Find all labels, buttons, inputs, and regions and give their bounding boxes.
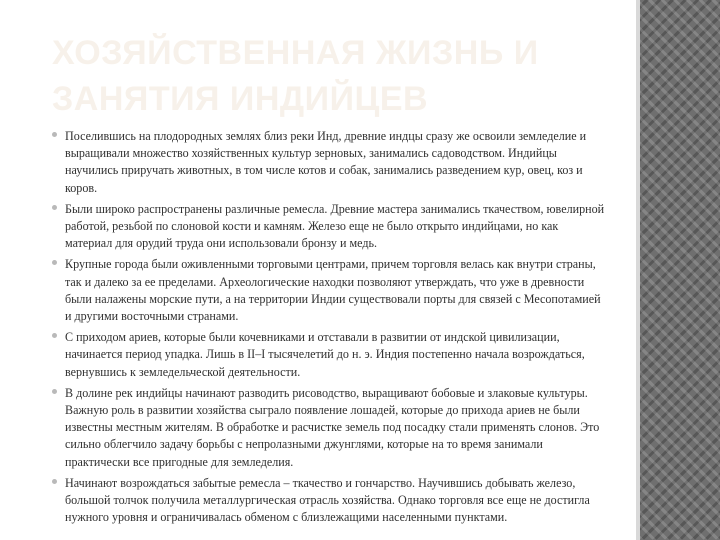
bullet-item-6 — [55, 475, 605, 527]
bullet-dot-icon — [52, 389, 57, 394]
bullet-dot-icon — [52, 479, 57, 484]
bullet-dot-icon — [52, 333, 57, 338]
bullet-item-1 — [55, 128, 605, 197]
bullet-item-4 — [55, 329, 605, 381]
bullet-dot-icon — [52, 260, 57, 265]
bullet-text: С приходом ариев, которые были кочевниками и отставали в развитии от индской цивилизации, начинается период упадка. Лишь в II–I тысячелетий до н. э. Индия постепенно начала возрождаться, вернувшись к земледельческой деятельности. — [65, 330, 585, 379]
bullet-dot-icon — [52, 132, 57, 137]
bullet-text: В долине рек индийцы начинают разводить рисоводство, выращивают бобовые и злаковые культуры. Важную роль в развитии хозяйства сыграло появление лошадей, которые до прихода ариев не были известны местным жителям. В обработке и расчистке земель под посадку стали применять слонов. Это сильно облегчило задачу борьбы с непролазными джунглями, которые на то время занимали практически все пригодные для земледелия. — [65, 385, 600, 469]
bullet-text: Были широко распространены различные ремесла. Древние мастера занимались ткачеством, ювелирной работой, резьбой по слоновой кости и камням. Железо еще не было открыто индийцами, но как материал для орудий труда они использовали бронзу и медь. — [65, 201, 605, 251]
bullet-item-2 — [55, 201, 605, 253]
bullet-list — [55, 128, 605, 530]
decorative-side-strip — [640, 0, 720, 540]
bullet-dot-icon — [52, 205, 57, 210]
bullet-text: Крупные города были оживленными торговыми центрами, причем торговля велась как внутри страны, так и далеко за ее пределами. Археологические находки позволяют утверждать, что уже в древности были налажены морские пути, а на территории Индии существовали порты для связей с Месопотамией и другими восточными странами. — [65, 257, 601, 324]
bullet-item-5 — [55, 385, 605, 471]
bullet-item-3 — [55, 256, 605, 325]
bullet-text: Поселившись на плодородных землях близ реки Инд, древние индцы сразу же освоили земледелие и выращивали множество хозяйственных культур зерновых, занимались садоводством. Индийцы научились приручать животных, в том числе котов и собак, занимались разведением кур, овец, коз и коров. — [65, 129, 587, 195]
bullet-text: Начинают возрождаться забытые ремесла – ткачество и гончарство. Научившись добывать железо, большой толчок получила металлургическая отрасль хозяйства. Однако торговля все еще не достигла нужного уровня и ограничивалась обменом с близлежащими населенными пунктами. — [65, 475, 590, 525]
slide-title: ХОЗЯЙСТВЕННАЯ ЖИЗНЬ И ЗАНЯТИЯ ИНДИЙЦЕВ — [52, 34, 539, 118]
